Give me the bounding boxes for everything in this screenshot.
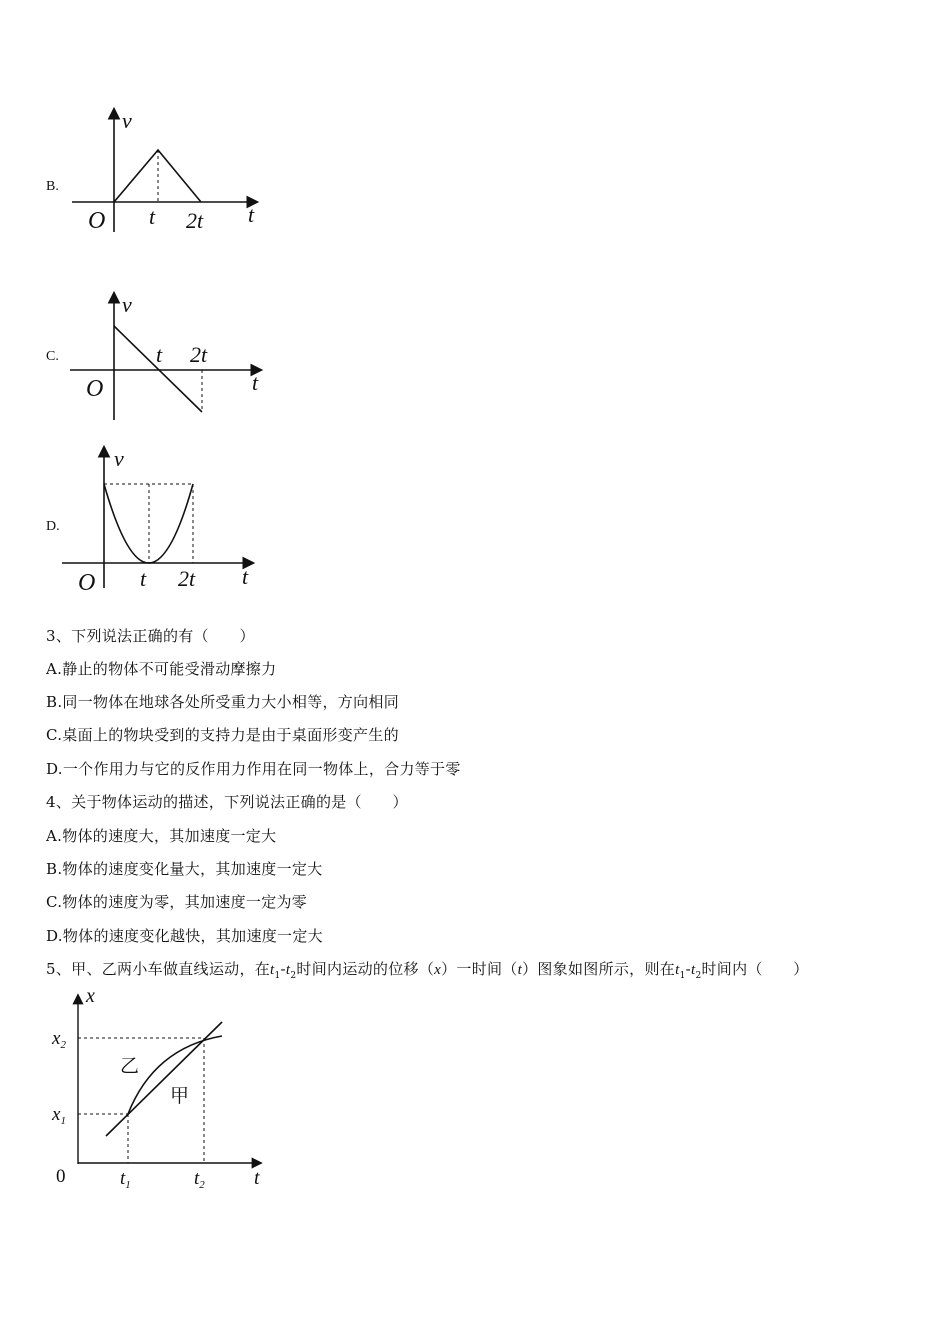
q3-option-d: D.一个作用力与它的反作用力作用在同一物体上，合力等于零 <box>46 760 461 778</box>
y-tick-x2: $x_2$ <box>52 1028 66 1051</box>
y-axis-label: v <box>114 446 124 471</box>
origin-label: O <box>88 208 106 234</box>
option-b-label: B. <box>46 179 59 194</box>
question-5-stem: 5、甲、乙两小车做直线运动，在$t_1-t_2$时间内运动的位移（x）一时间（t）图象如图所示，则在$t_1-t_2$时间内（ ） <box>46 960 809 981</box>
q3-option-c: C.桌面上的物块受到的支持力是由于桌面形变产生的 <box>46 726 399 744</box>
x-axis-label: t <box>252 370 259 395</box>
tick-t: t <box>149 204 156 229</box>
y-axis-label: v <box>122 108 132 133</box>
tick-2t: 2t <box>178 566 196 591</box>
question-3-stem: 3、下列说法正确的有（ ） <box>46 627 255 645</box>
graph-option-d <box>60 442 260 596</box>
question-4-stem: 4、关于物体运动的描述，下列说法正确的是（ ） <box>46 793 408 811</box>
graph-option-b <box>68 100 268 240</box>
origin-label: O <box>86 376 104 402</box>
x-axis-label: t <box>248 202 255 227</box>
q4-option-d: D.物体的速度变化越快，其加速度一定大 <box>46 927 323 945</box>
y-axis-label: v <box>122 292 132 317</box>
curve-yi-label: 乙 <box>120 1055 140 1077</box>
line-jia-label: 甲 <box>170 1085 190 1107</box>
option-c-label: C. <box>46 349 59 364</box>
option-d-label: D. <box>46 519 60 534</box>
q4-option-b: B.物体的速度变化量大，其加速度一定大 <box>46 860 323 878</box>
y-tick-x1: $x_1$ <box>52 1104 66 1127</box>
x-axis-label: t <box>242 564 249 589</box>
y-axis-label: x <box>86 985 95 1007</box>
x-tick-t1: $t_1$ <box>120 1168 131 1191</box>
q3-option-a: A.静止的物体不可能受滑动摩擦力 <box>46 660 277 678</box>
x-tick-t2: $t_2$ <box>194 1168 205 1191</box>
graph-x-t <box>46 985 286 1191</box>
x-axis-label: t <box>254 1167 260 1189</box>
q4-option-c: C.物体的速度为零，其加速度一定为零 <box>46 893 308 911</box>
origin-label: 0 <box>56 1166 66 1187</box>
tick-t: t <box>140 566 147 591</box>
tick-2t: 2t <box>186 208 204 233</box>
q4-option-a: A.物体的速度大，其加速度一定大 <box>46 827 277 845</box>
q3-option-b: B.同一物体在地球各处所受重力大小相等，方向相同 <box>46 693 399 711</box>
line-jia <box>106 1022 222 1136</box>
graph-option-c <box>68 288 268 428</box>
tick-2t: 2t <box>190 342 208 367</box>
v-t-line <box>114 326 202 412</box>
tick-t: t <box>156 342 163 367</box>
origin-label: O <box>78 570 96 596</box>
